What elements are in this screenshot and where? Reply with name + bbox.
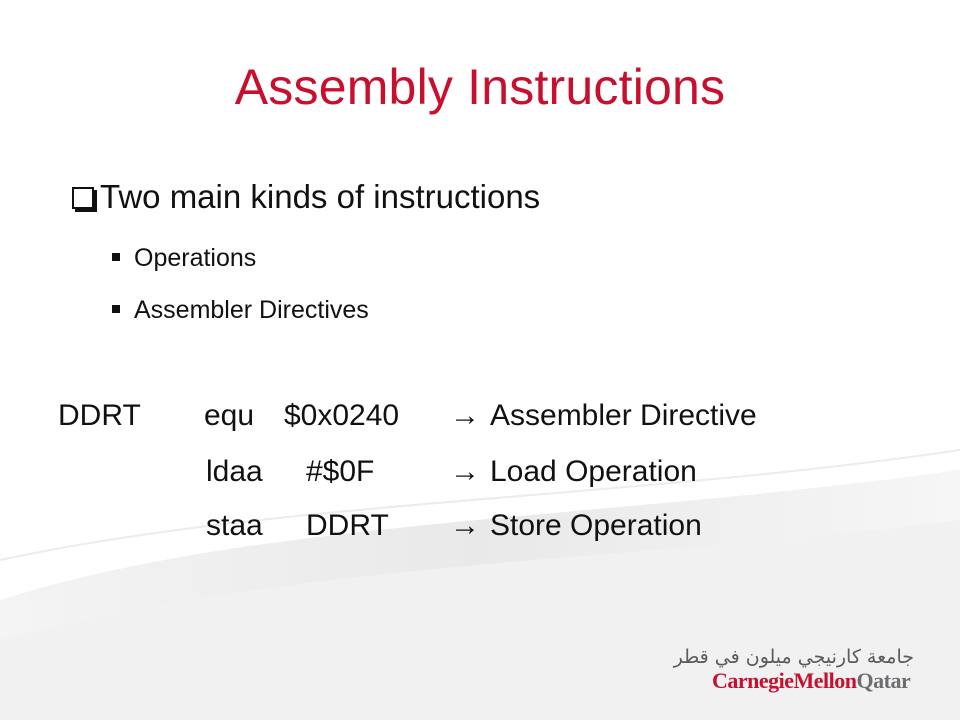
arrow-icon: → (450, 399, 480, 432)
code-operand-immediate: #$0F (306, 455, 375, 488)
logo-brand: CarnegieMellon (712, 668, 857, 693)
sub-bullet-text: Assembler Directives (134, 296, 369, 324)
code-desc-load: Load Operation (490, 455, 697, 488)
code-op-staa: staa (206, 509, 263, 542)
checkbox-bullet-icon (72, 187, 94, 209)
sub-bullet-operations (112, 244, 256, 273)
code-op-ldaa: ldaa (206, 455, 263, 488)
square-bullet-icon (112, 253, 120, 261)
arrow-icon: → (450, 455, 480, 488)
main-bullet (72, 178, 540, 216)
sub-bullet-directives (112, 296, 369, 325)
code-operand-address: $0x0240 (284, 399, 400, 432)
slide-title: Assembly Instructions (234, 59, 726, 115)
square-bullet-icon (112, 305, 120, 313)
code-desc-store: Store Operation (490, 509, 702, 542)
sub-bullet-text: Operations (134, 244, 257, 272)
arrow-icon: → (450, 509, 480, 542)
logo-english-text (712, 668, 910, 694)
code-op-equ: equ (204, 399, 255, 432)
main-bullet-text: Two main kinds of instructions (100, 178, 541, 215)
code-operand-ddrt: DDRT (306, 509, 389, 542)
cmu-qatar-logo (673, 646, 920, 696)
code-desc-directive: Assembler Directive (490, 399, 757, 432)
code-label-ddrt: DDRT (58, 399, 141, 432)
logo-location: Qatar (856, 668, 911, 693)
logo-arabic-text: جامعة كارنيجي ميلون في قطر (673, 646, 914, 668)
